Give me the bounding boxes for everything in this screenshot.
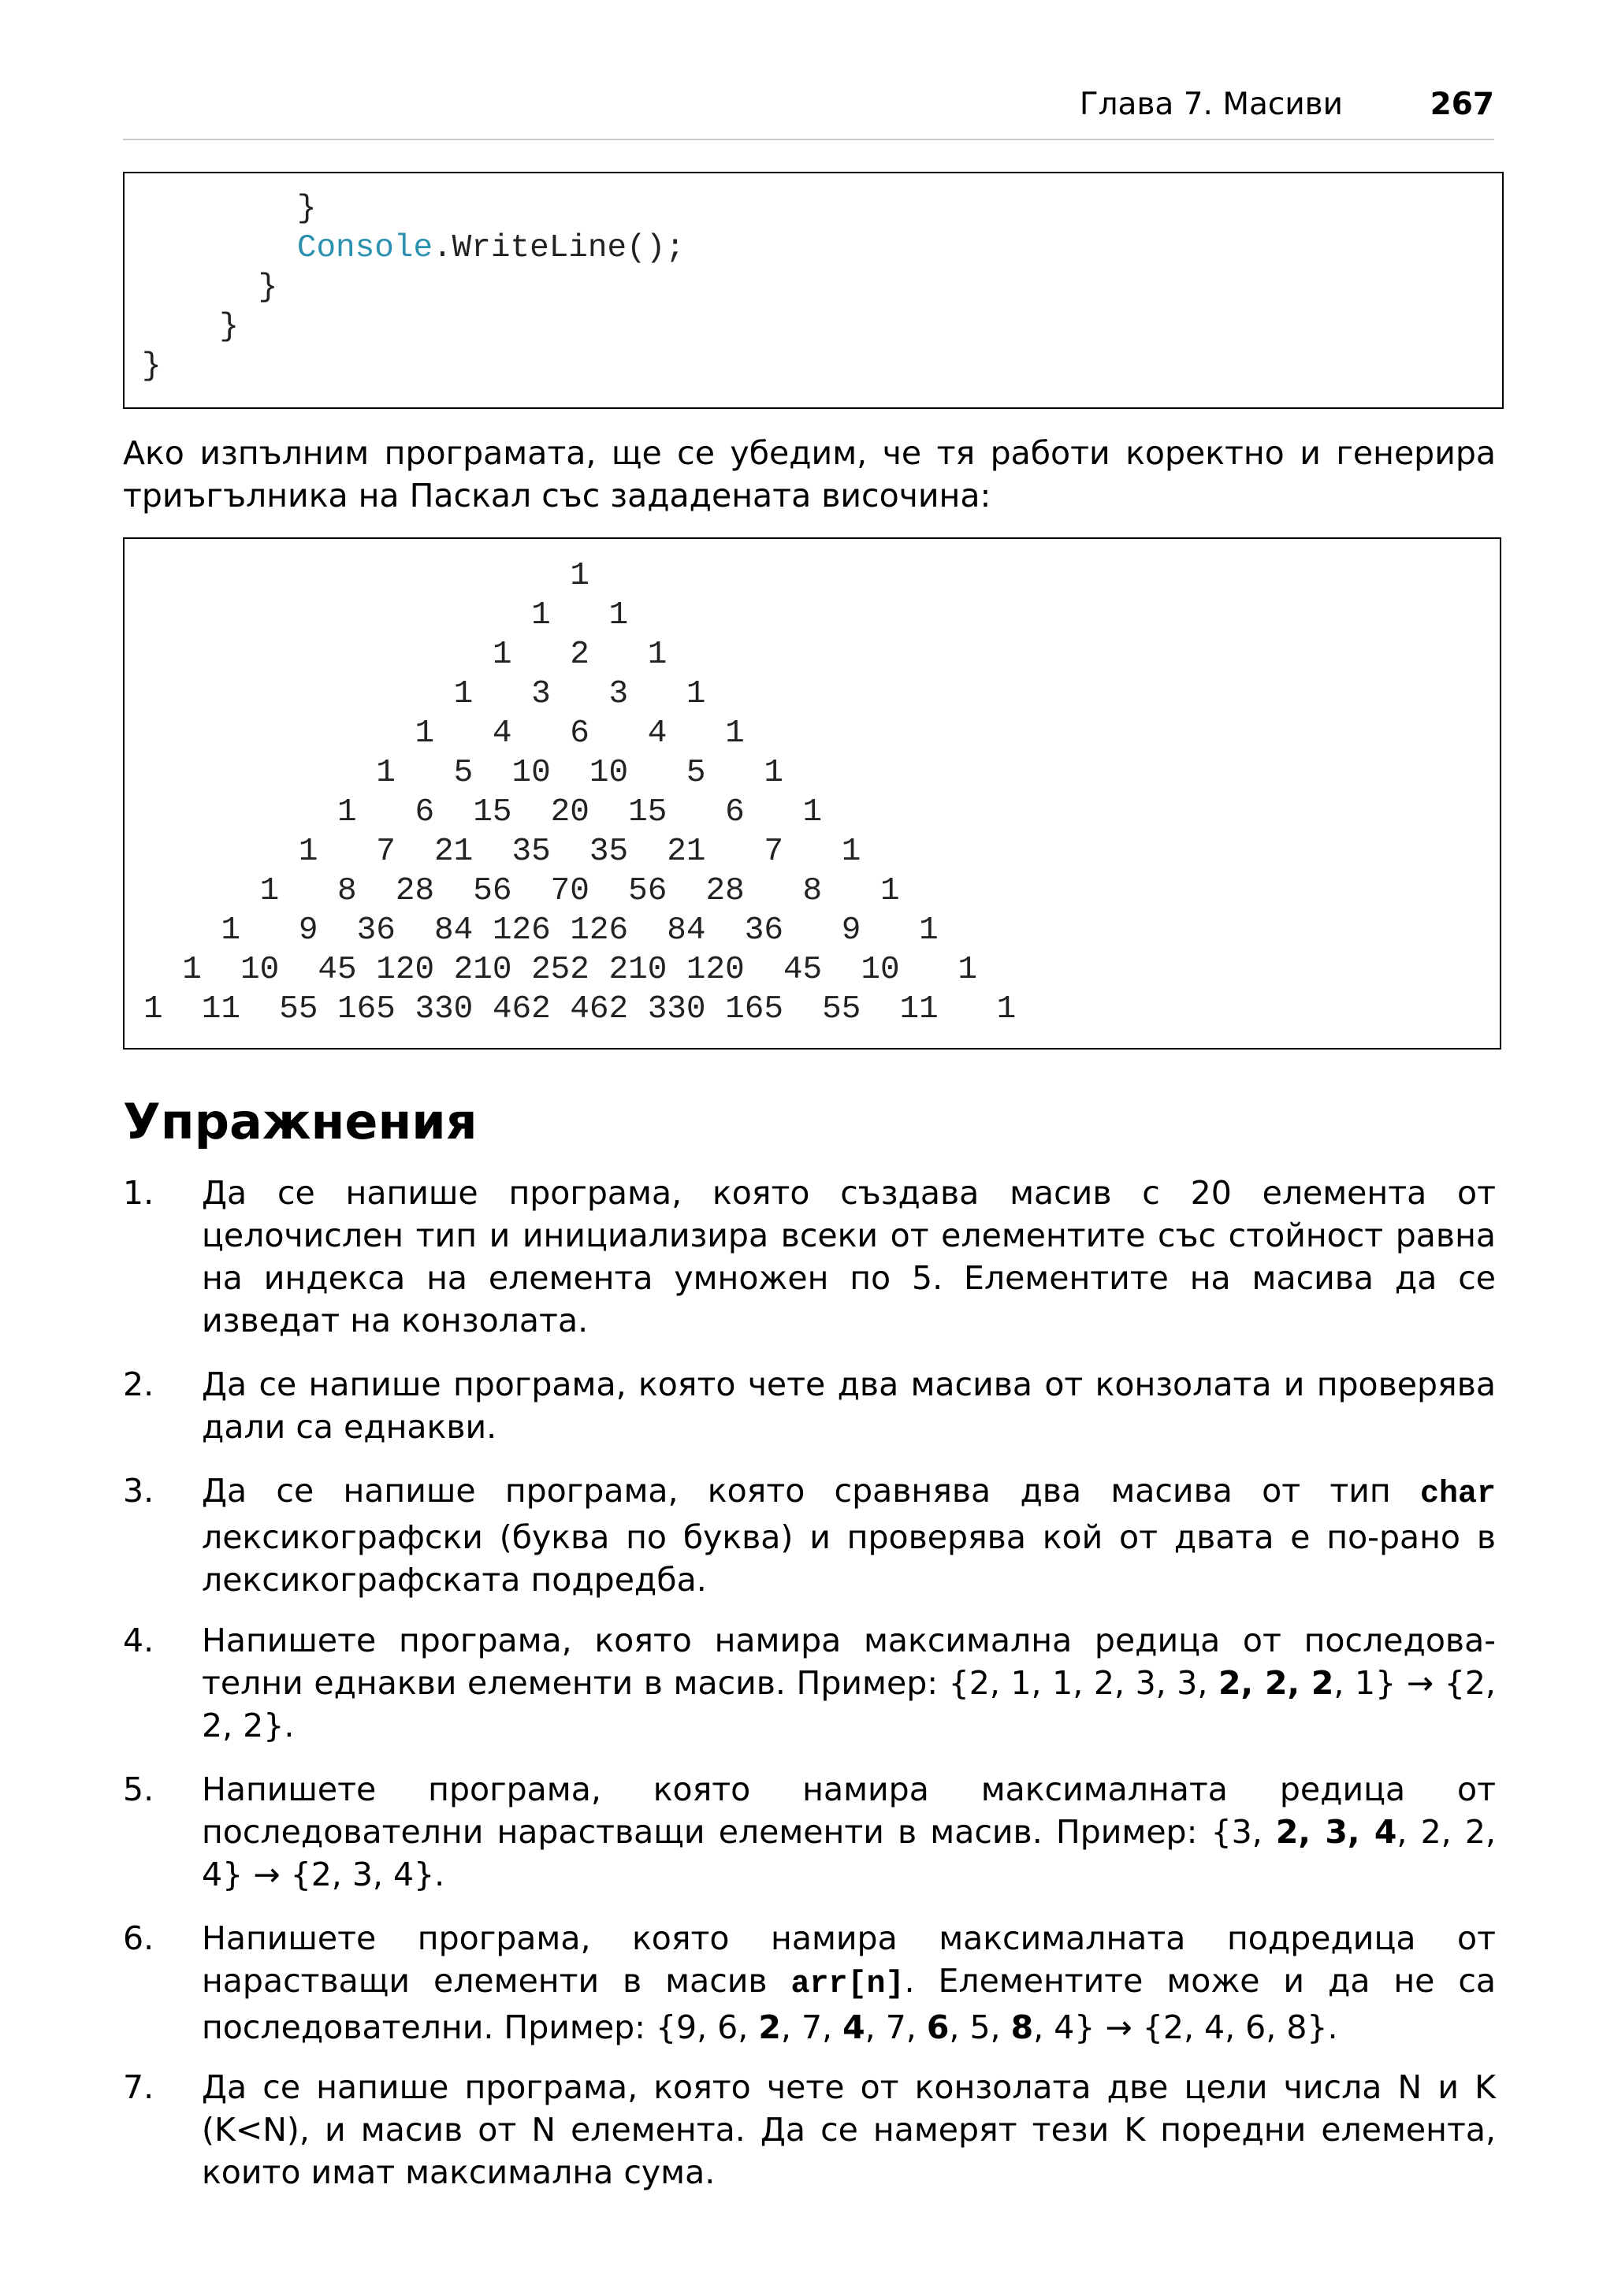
- output-line: 1 9 36 84 126 126 84 36 9 1: [143, 912, 939, 949]
- output-line: 1 10 45 120 210 252 210 120 45 10 1: [143, 952, 977, 988]
- exercise-item: [123, 1363, 1496, 1448]
- bold-highlight: 8: [1010, 2008, 1034, 2046]
- exercise-number: 4.: [123, 1622, 154, 1659]
- section-title: Упражнения: [123, 1093, 478, 1150]
- exercise-text: Да се напише програма, която чете два масива от конзолата и проверява дали са еднакви.: [202, 1365, 1496, 1446]
- exercise-text: Напишете програма, която намира максимална редица от последователни еднакви елементи в масив. Пример: {2, 1, 1, 2, 3, 3, 2, 2, 2, 1} → {2, 2, 2}.: [202, 1622, 1496, 1744]
- exercise-number: 2.: [123, 1365, 154, 1403]
- output-line: 1 1: [143, 597, 629, 633]
- bold-highlight: 4: [842, 2008, 865, 2046]
- output-line: 1 4 6 4 1: [143, 715, 745, 752]
- code-line: }: [296, 191, 317, 227]
- inline-code: arr[n]: [790, 1967, 905, 2002]
- exercise-text: Да се напише програма, която създава масив с 20 елемента от целочислен тип и инициализира всеки от елементите със стойност равна на индекса на елемента умножен по 5. Елементите на масива да се изведат на конзолата.: [202, 1174, 1496, 1339]
- exercise-number: 7.: [123, 2068, 154, 2106]
- program-output: [143, 556, 1016, 1029]
- page-header: [123, 83, 1494, 127]
- exercise-item: [123, 2066, 1496, 2194]
- output-line: 1 3 3 1: [143, 676, 706, 712]
- exercise-text: Напишете програма, която намира максималната редица от последователни нарастващи елементи в масив. Пример: {3, 2, 3, 4, 2, 2, 4} → {2, 3, 4}.: [202, 1770, 1496, 1893]
- code-line: }: [219, 309, 240, 345]
- code-line: }: [142, 348, 162, 385]
- code-line: }: [258, 269, 278, 306]
- output-line: 1 6 15 20 15 6 1: [143, 794, 823, 830]
- exercise-item: [123, 1469, 1496, 1601]
- chapter-title: Глава 7. Масиви: [1079, 87, 1343, 122]
- output-line: 1 7 21 35 35 21 7 1: [143, 834, 861, 870]
- exercise-item: [123, 1619, 1496, 1747]
- output-line: 1 5 10 10 5 1: [143, 755, 783, 791]
- exercise-text: Да се напише програма, която сравнява два масива от тип char лексикографски (буква по буква) и проверява кой от двата е по-рано в лексикографската подредба.: [202, 1472, 1496, 1599]
- exercise-text: Напишете програма, която намира максималната подредица от нарастващи елементи в масив arr[n]. Елементите може и да не са последователни. Пример: {9, 6, 2, 7, 4, 7, 6, 5, 8, 4} → {2, 4, 6, 8}.: [202, 1919, 1496, 2046]
- exercise-item: [123, 1768, 1496, 1896]
- arrow-icon: →: [1105, 2008, 1132, 2046]
- code-listing: [142, 189, 685, 386]
- exercise-text: Да се напише програма, която чете от конзолата две цели числа N и K (K<N), и масив от N елемента. Да се намерят тези K поредни елемента, които имат максимална сума.: [202, 2068, 1496, 2191]
- inline-code: char: [1419, 1477, 1496, 1512]
- program-output-box: [123, 537, 1501, 1050]
- exercise-number: 3.: [123, 1472, 154, 1510]
- output-line: 1 11 55 165 330 462 462 330 165 55 11 1: [143, 991, 1017, 1027]
- body-paragraph: Ако изпълним програмата, ще се убедим, че тя работи коректно и генерира триъгълника на Паскал със зададената височина:: [123, 434, 1496, 515]
- exercise-number: 6.: [123, 1919, 154, 1957]
- exercise-number: 5.: [123, 1770, 154, 1808]
- bold-highlight: 2: [758, 2008, 781, 2046]
- page-number: 267: [1430, 87, 1494, 122]
- bold-highlight: 6: [926, 2008, 950, 2046]
- output-line: 1 2 1: [143, 637, 668, 673]
- output-line: 1 8 28 56 70 56 28 8 1: [143, 873, 900, 909]
- bold-highlight: 2, 3, 4: [1275, 1813, 1397, 1851]
- arrow-icon: →: [253, 1856, 281, 1893]
- bold-highlight: 2, 2, 2: [1218, 1664, 1334, 1702]
- code-line: Console.WriteLine();: [296, 230, 685, 266]
- arrow-icon: →: [1406, 1664, 1434, 1702]
- exercise-number: 1.: [123, 1174, 154, 1212]
- code-type-name: Console: [296, 230, 433, 266]
- exercise-item: [123, 1172, 1496, 1342]
- code-listing-box: [123, 172, 1504, 409]
- header-divider: [123, 139, 1494, 140]
- output-line: 1: [143, 558, 589, 594]
- exercise-item: [123, 1917, 1496, 2049]
